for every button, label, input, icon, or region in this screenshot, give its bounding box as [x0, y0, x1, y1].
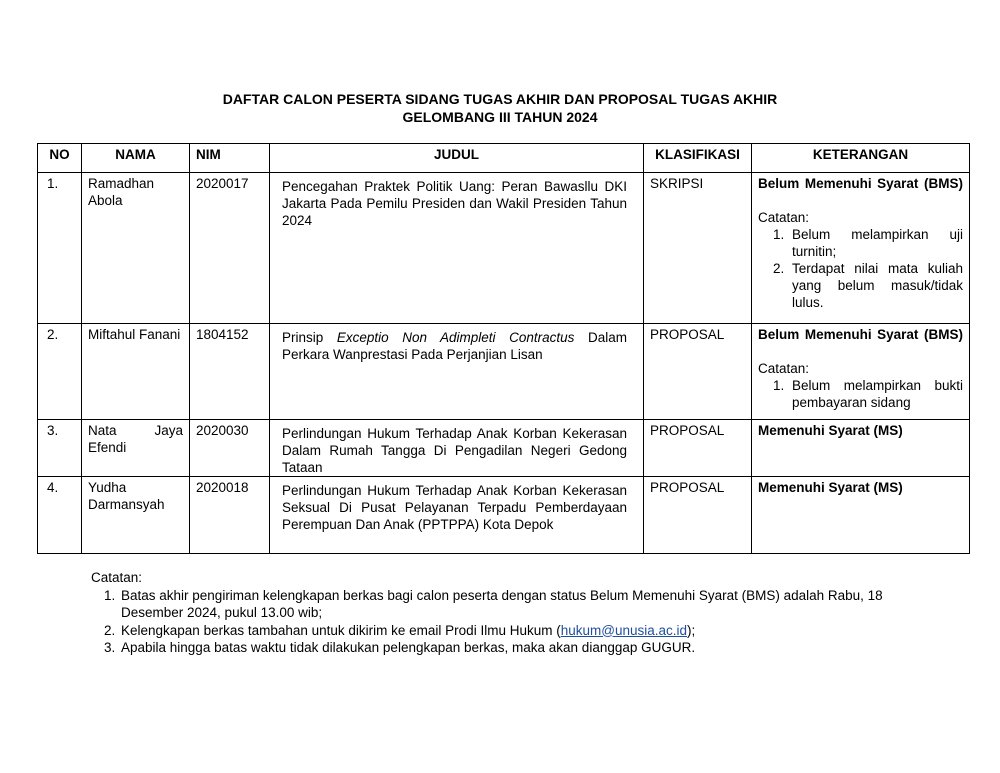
row-nim: 2020018 [190, 477, 270, 554]
row-nama: Ramadhan Abola [82, 173, 190, 324]
catatan-list [758, 377, 963, 411]
candidate-table [37, 143, 970, 554]
notes-label: Catatan: [91, 570, 143, 585]
status-label: Belum Memenuhi Syarat (BMS) [758, 176, 963, 191]
judul-text: Dalam Perkara Wanprestasi Pada Perjanjian Lisan [282, 330, 627, 362]
row-judul: Pencegahan Praktek Politik Uang: Peran Bawasllu DKI Jakarta Pada Pemilu Presiden dan Wakil Presiden Tahun 2024 [270, 173, 644, 324]
row-no: 1. [38, 173, 82, 324]
row-judul [270, 324, 644, 420]
table-header-row [38, 144, 970, 173]
row-judul: Perlindungan Hukum Terhadap Anak Korban Kekerasan Dalam Rumah Tangga Di Pengadilan Negeri Gedong Tataan [270, 420, 644, 477]
row-nim: 1804152 [190, 324, 270, 420]
row-no: 2. [38, 324, 82, 420]
header-nama: NAMA [82, 144, 190, 173]
row-keterangan: Memenuhi Syarat (MS) [752, 477, 970, 554]
note-item [119, 622, 911, 640]
note-item: 1. Batas akhir pengiriman kelengkapan berkas bagi calon peserta dengan status Belum Memenuhi Syarat (BMS) adalah Rabu, 18 Desember 2024, pukul 13.00 wib; [119, 587, 911, 622]
row-nim: 2020030 [190, 420, 270, 477]
row-nama: Miftahul Fanani [82, 324, 190, 420]
row-keterangan: Memenuhi Syarat (MS) [752, 420, 970, 477]
catatan-item: 1. Belum melampirkan uji turnitin; [788, 226, 963, 260]
header-keterangan: KETERANGAN [752, 144, 970, 173]
row-klasifikasi: PROPOSAL [644, 477, 752, 554]
status-label: Belum Memenuhi Syarat (BMS) [758, 327, 963, 342]
note-item: 3. Apabila hingga batas waktu tidak dilakukan pelengkapan berkas, maka akan dianggap GUGUR. [119, 639, 911, 657]
notes-list [91, 587, 911, 657]
table-row [38, 477, 970, 554]
notes-section [91, 569, 911, 657]
row-klasifikasi: PROPOSAL [644, 324, 752, 420]
document-title: DAFTAR CALON PESERTA SIDANG TUGAS AKHIR DAN PROPOSAL TUGAS AKHIR [222, 91, 778, 107]
table-row [38, 324, 970, 420]
note-text: Kelengkapan berkas tambahan untuk dikirim ke email Prodi Ilmu Hukum ( [121, 622, 561, 638]
table-row [38, 173, 970, 324]
row-klasifikasi: PROPOSAL [644, 420, 752, 477]
judul-italic-text: Exceptio Non Adimpleti Contractus [336, 330, 575, 345]
header-no: NO [38, 144, 82, 173]
judul-text: Prinsip [282, 330, 337, 345]
row-no: 4. [38, 477, 82, 554]
row-no: 3. [38, 420, 82, 477]
header-nim: NIM [190, 144, 270, 173]
catatan-label: Catatan: [758, 361, 810, 376]
catatan-item: 2. Terdapat nilai mata kuliah yang belum masuk/tidak lulus. [788, 260, 963, 311]
note-text: ); [687, 622, 696, 638]
header-judul: JUDUL [270, 144, 644, 173]
email-link[interactable]: hukum@unusia.ac.id [560, 622, 687, 638]
document-subtitle: GELOMBANG III TAHUN 2024 [402, 109, 598, 125]
row-keterangan [752, 324, 970, 420]
header-klasifikasi: KLASIFIKASI [644, 144, 752, 173]
table-row [38, 420, 970, 477]
catatan-list [758, 226, 963, 311]
row-klasifikasi: SKRIPSI [644, 173, 752, 324]
catatan-label: Catatan: [758, 210, 810, 225]
row-nama: Yudha Darmansyah [82, 477, 190, 554]
catatan-item: 1. Belum melampirkan bukti pembayaran sidang [788, 377, 963, 411]
row-nama: Nata Jaya Efendi [82, 420, 190, 477]
row-keterangan [752, 173, 970, 324]
row-nim: 2020017 [190, 173, 270, 324]
row-judul: Perlindungan Hukum Terhadap Anak Korban Kekerasan Seksual Di Pusat Pelayanan Terpadu Pemberdayaan Perempuan Dan Anak (PPTPPA) Kota Depok [270, 477, 644, 554]
